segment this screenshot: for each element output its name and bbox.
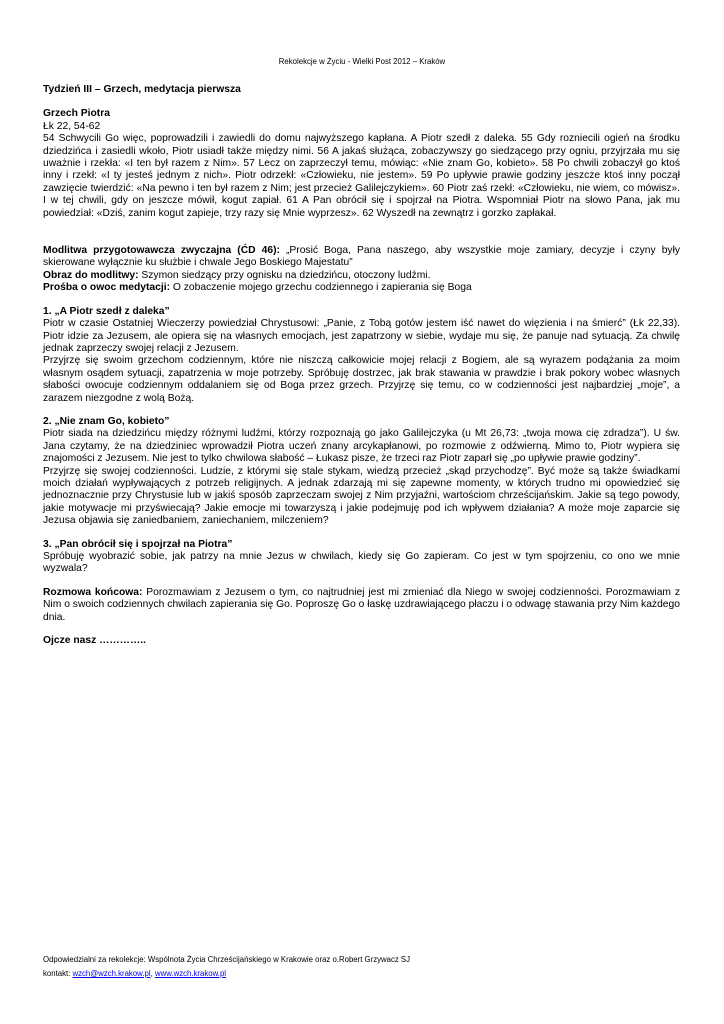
final-talk-paragraph <box>43 587 680 624</box>
page-title: Tydzień III – Grzech, medytacja pierwsza <box>43 84 241 95</box>
point-3-paragraph-1: Spróbuję wyobrazić sobie, jak patrzy na mnie Jezus w chwilach, kiedy się Go zapieram. Co jest w tym spojrzeniu, co ono we mnie wyzwala? <box>43 551 680 575</box>
prayer-paragraph <box>43 245 680 270</box>
prayer-request-label: Prośba o owoc medytacji: <box>43 282 171 294</box>
point-2-paragraph-2: Przyjrzę się swojej codzienności. Ludzie, z którymi się stale stykam, wiedzą przecież „skąd przychodzę”. Być może są także świadkami moich działań wypływających z potrzeb religijnych. A jednak zdarzają mi się zapewne momenty, w których trudno mi opowiedzieć się jednoznacznie przy Chrystusie lub w jakiś sposób zaprzeczam swojej z Nim przyjaźni, wartościom chrześcijańskim. Jakie są tego powody, jakie motywacje mi przyświecają? Jakie emocje mi towarzyszą i jakie podejmuję pod ich wpływem działania? A może moje zaparcie się Jezusa objawia się zaniedbaniem, zaniechaniem, milczeniem? <box>43 465 680 527</box>
reading-text: 54 Schwycili Go więc, poprowadzili i zawiedli do domu najwyższego kapłana. A Piotr szedł z daleka. 55 Gdy rozniecili ogień na środku dziedzińca i zasiedli wkoło, Piotr usiadł także między nimi. 56 A jakaś służąca, zobaczywszy go siedzącego przy ogniu, przyjrzała mu się uważnie i rzekła: «I ten był razem z Nim». 57 Lecz on zaprzeczył temu, mówiąc: «Nie znam Go, kobieto». 58 Po chwili zobaczył go ktoś inny i rzekł: «I ty jesteś jednym z nich». Piotr odrzekł: «Człowieku, nie jestem». 59 Po upływie prawie godziny jeszcze ktoś inny począł zawzięcie twierdzić: «Na pewno i ten był razem z Nim; jest przecież Galilejczykiem». 60 Piotr zaś rzekł: «Człowieku, nie wiem, co mówisz». I w tej chwili, gdy on jeszcze mówił, kogut zapiał. 61 A Pan obrócił się i spojrzał na Piotra. Wspomniał Piotr na słowo Pana, jak mu powiedział: «Dziś, zanim kogut zapieje, trzy razy się Mnie wyprzesz». 62 Wyszedł na zewnątrz i gorzko zapłakał. <box>43 133 680 219</box>
prayer-label: Modlitwa przygotowawcza zwyczajna (ĆD 46): <box>43 245 280 257</box>
reading-reference: Łk 22, 54-62 <box>43 120 101 132</box>
prayer-image-text: Szymon siedzący przy ognisku na dziedzińcu, otoczony ludźmi. <box>138 269 431 281</box>
footer-contact-label: kontakt: <box>43 969 73 978</box>
email-link[interactable]: wzch@wzch.krakow.pl <box>72 969 151 978</box>
footer-responsible: Odpowiedzialni za rekolekcje: Wspólnota Życia Chrześcijańskiego w Krakowie oraz o.Robert Grzywacz SJ <box>43 955 411 964</box>
document-body <box>43 84 680 647</box>
prayer-text: „Prosić Boga, Pana naszego, aby wszystkie moje zamiary, decyzje i czyny były skierowane wyłącznie ku służbie i chwale Jego Boskiego Majestatu” <box>43 245 681 269</box>
final-talk-label: Rozmowa końcowa: <box>43 586 143 598</box>
point-1-paragraph-2: Przyjrzę się swoim grzechom codziennym, które nie niszczą całkowicie mojej relacji z Bogiem, ale są wyrazem podążania za moim własnym osądem sytuacji, zapatrzenia w moje potrzeby. Spróbuję dostrzec, jak brak stawania w prawdzie i brak pokory wobec własnych słabości owocuje codziennym oddalaniem się od Boga przez grzech. Przyjrzę się temu, co w codzienności jest najbardziej „moje”, a zarazem niezgodne z wolą Bożą. <box>43 355 680 404</box>
prayer-image-line <box>43 270 680 282</box>
reading-title: Grzech Piotra <box>43 108 110 120</box>
point-3-heading: 3. „Pan obrócił się i spojrzał na Piotra” <box>43 538 233 550</box>
closing-prayer: Ojcze nasz ………….. <box>43 635 146 647</box>
prayer-request-line <box>43 282 680 294</box>
website-link[interactable]: www.wzch.krakow.pl <box>154 969 227 978</box>
point-2-paragraph-1: Piotr siada na dziedzińcu między różnymi ludźmi, którzy rozpoznają go jako Galilejczyka (u Mt 26,73: „twoja mowa cię zdradza”). U św. Jana czytamy, że na dziedziniec wprowadził Piotra uczeń znany arcykapłanowi, po rozmowie z odźwierną. Mimo to, Piotr wypiera się znajomości z Jezusem. Nie jest to tylko chwilowa słabość – Łukasz pisze, że trzeci raz Piotr zaparł się „po upływie prawie godziny”. <box>43 428 680 465</box>
prayer-image-label: Obraz do modlitwy: <box>43 269 139 281</box>
prayer-request-text: O zobaczenie mojego grzechu codziennego i zapierania się Boga <box>170 282 472 294</box>
point-2-heading: 2. „Nie znam Go, kobieto” <box>43 415 170 427</box>
page-header: Rekolekcje w Życiu - Wielki Post 2012 – Kraków <box>278 57 446 66</box>
final-talk-text: Porozmawiam z Jezusem o tym, co najtrudniej jest mi zmieniać dla Niego w swojej codzienności. Porozmawiam z Nim o swoich codziennych chwilach zapierania się Go. Poproszę Go o łaskę uzdrawiającego płaczu i o odwagę stawania przy Nim każdego dnia. <box>43 586 681 623</box>
point-1-paragraph-1: Piotr w czasie Ostatniej Wieczerzy powiedział Chrystusowi: „Panie, z Tobą gotów jestem iść nawet do więzienia i na śmierć” (Łk 22,33). Piotr idzie za Jezusem, ale opiera się na własnych emocjach, jest zapatrzony w siebie, wydaje mu się, że panuje nad sytuacją. Za chwilę jednak zaprzeczy swojej relacji z Jezusem. <box>43 318 680 354</box>
footer-separator: , <box>150 969 155 978</box>
point-1-heading: 1. „A Piotr szedł z daleka” <box>43 305 170 317</box>
footer-contact <box>43 969 226 978</box>
